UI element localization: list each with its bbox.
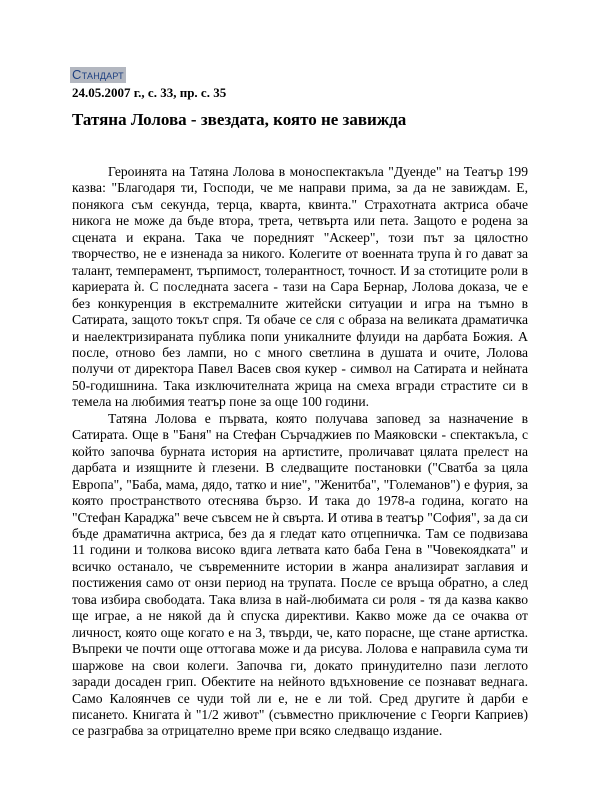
source-line: 24.05.2007 г., с. 33, пр. с. 35 (72, 85, 227, 100)
article-paragraph-1: Героинята на Татяна Лолова в моноспектакъла "Дуенде" на Театър 199 казва: "Благодаря ти, Господи, че ме направи прима, за да не завиждам. Е, понякога съм секунда, терца, кварта, квинта." Страхотната актриса обаче никога не може да бъде втора, трета, четвърта или пета. Защото е родена за сцената и екрана. Така че поредният "Аскеер", този път за цялостно творчество, не е изненада за никого. Колегите от военната трупа ѝ го дават за талант, темперамент, търпимост, толерантност, точност. И за стотиците роли в кариерата ѝ. С последната засега - тази на Сара Бернар, Лолова доказа, че е без конкуренция в екстремалните житейски ситуации и игра на тъмно в Сатирата, защото токът спря. Тя обаче се сля с образа на великата драматичка и наелектризираната публика попи уникалните флуиди на дарбата Божия. А после, отново без лампи, но с много светлина в душата и очите, Лолова получи от директора Павел Васев своя кукер - символ на Сатирата и нейната 50-годишнина. Така изключителната жрица на смеха вгради страстите си в темела на любимия театър поне за още 100 години. (72, 164, 528, 410)
article-body (72, 164, 528, 740)
article-paragraph-2: Татяна Лолова е първата, която получава заповед за назначение в Сатирата. Още в "Баня" на Стефан Сърчаджиев по Маяковски - спектакъла, с който започва бурната история на артистите, проличават цялата прелест на дарбата и изящните ѝ глезени. В следващите постановки ("Сватба за цяла Европа", "Баба, мама, дядо, татко и ние", "Женитба", "Големанов") е фурия, за която пространството отеснява бързо. И така до 1978-а година, когато на "Стефан Караджа" вече съвсем не ѝ свърта. И отива в театър "София", за да си бъде драматична актриса, без да я гледат като отцепничка. Там се подвизава 11 години и толкова високо вдига летвата като баба Гена в "Човекоядката" и всичко останало, че съвременните истории в жанра анализират заглавия и постижения само от онзи период на трупата. После се връща обратно, а след това избира свободата. Така влиза в най-любимата си роля - тя да казва какво ще играе, а не някой да ѝ спуска директиви. Какво може да се очаква от личност, която още когато е на 3, твърди, че, като порасне, ще стане артистка. Въпреки че почти още оттогава може и да рисува. Лолова е направила сума ти шаржове на свои колеги. Започва ги, докато принудително пази леглото заради досаден грип. Обектите на нейното вдъхновение се познават веднага. Само Калоянчев се чуди той ли е, не е ли той. Сред другите ѝ дарби е писането. Книгата ѝ "1/2 живот" (съвместно приключение с Георги Каприев) се разграбва за отрицателно време при всяко следващо издание. (72, 410, 528, 739)
article-title: Татяна Лолова - звездата, която не завижда (72, 110, 407, 129)
newspaper-logo: Стандарт (72, 67, 124, 82)
